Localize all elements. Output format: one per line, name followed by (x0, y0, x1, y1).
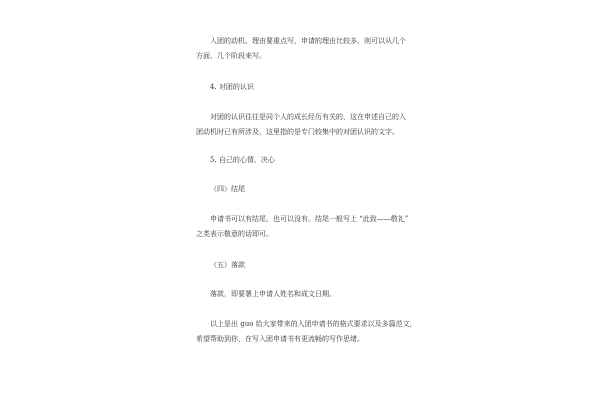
paragraph-motivation: 入团的动机、理由要重点写，申请的理由比较多，则可以从几个 方面、几个阶段来写。 (196, 37, 406, 60)
paragraph-conclusion: 以上是出 guo 给大家带来的入团申请书的格式要求以及多篇范文， 希望帮助到你，在写入团申请书有更流畅的写作思绪。 (196, 320, 417, 343)
paragraph-understanding: 对团的认识往往是同个人的成长经历有关的，这在申述自己的入 团动机时已有所涉及，这里指的是专门较集中的对团认识的文字。 (196, 113, 406, 136)
paragraph-ending: 申请书可以有结尾，也可以没有。结尾一般写上 “此致——敬礼” 之类表示敬意的话即可。 (196, 215, 409, 238)
heading-ending: （四）结尾 (210, 185, 245, 193)
heading-feelings: 5. 自己的心情、决心 (210, 156, 275, 164)
heading-understanding: 4. 对团的认识 (210, 83, 254, 91)
paragraph-signature: 落款，即要署上申请人姓名和成文日期。 (210, 290, 336, 298)
heading-signature: （五）落款 (210, 261, 245, 269)
